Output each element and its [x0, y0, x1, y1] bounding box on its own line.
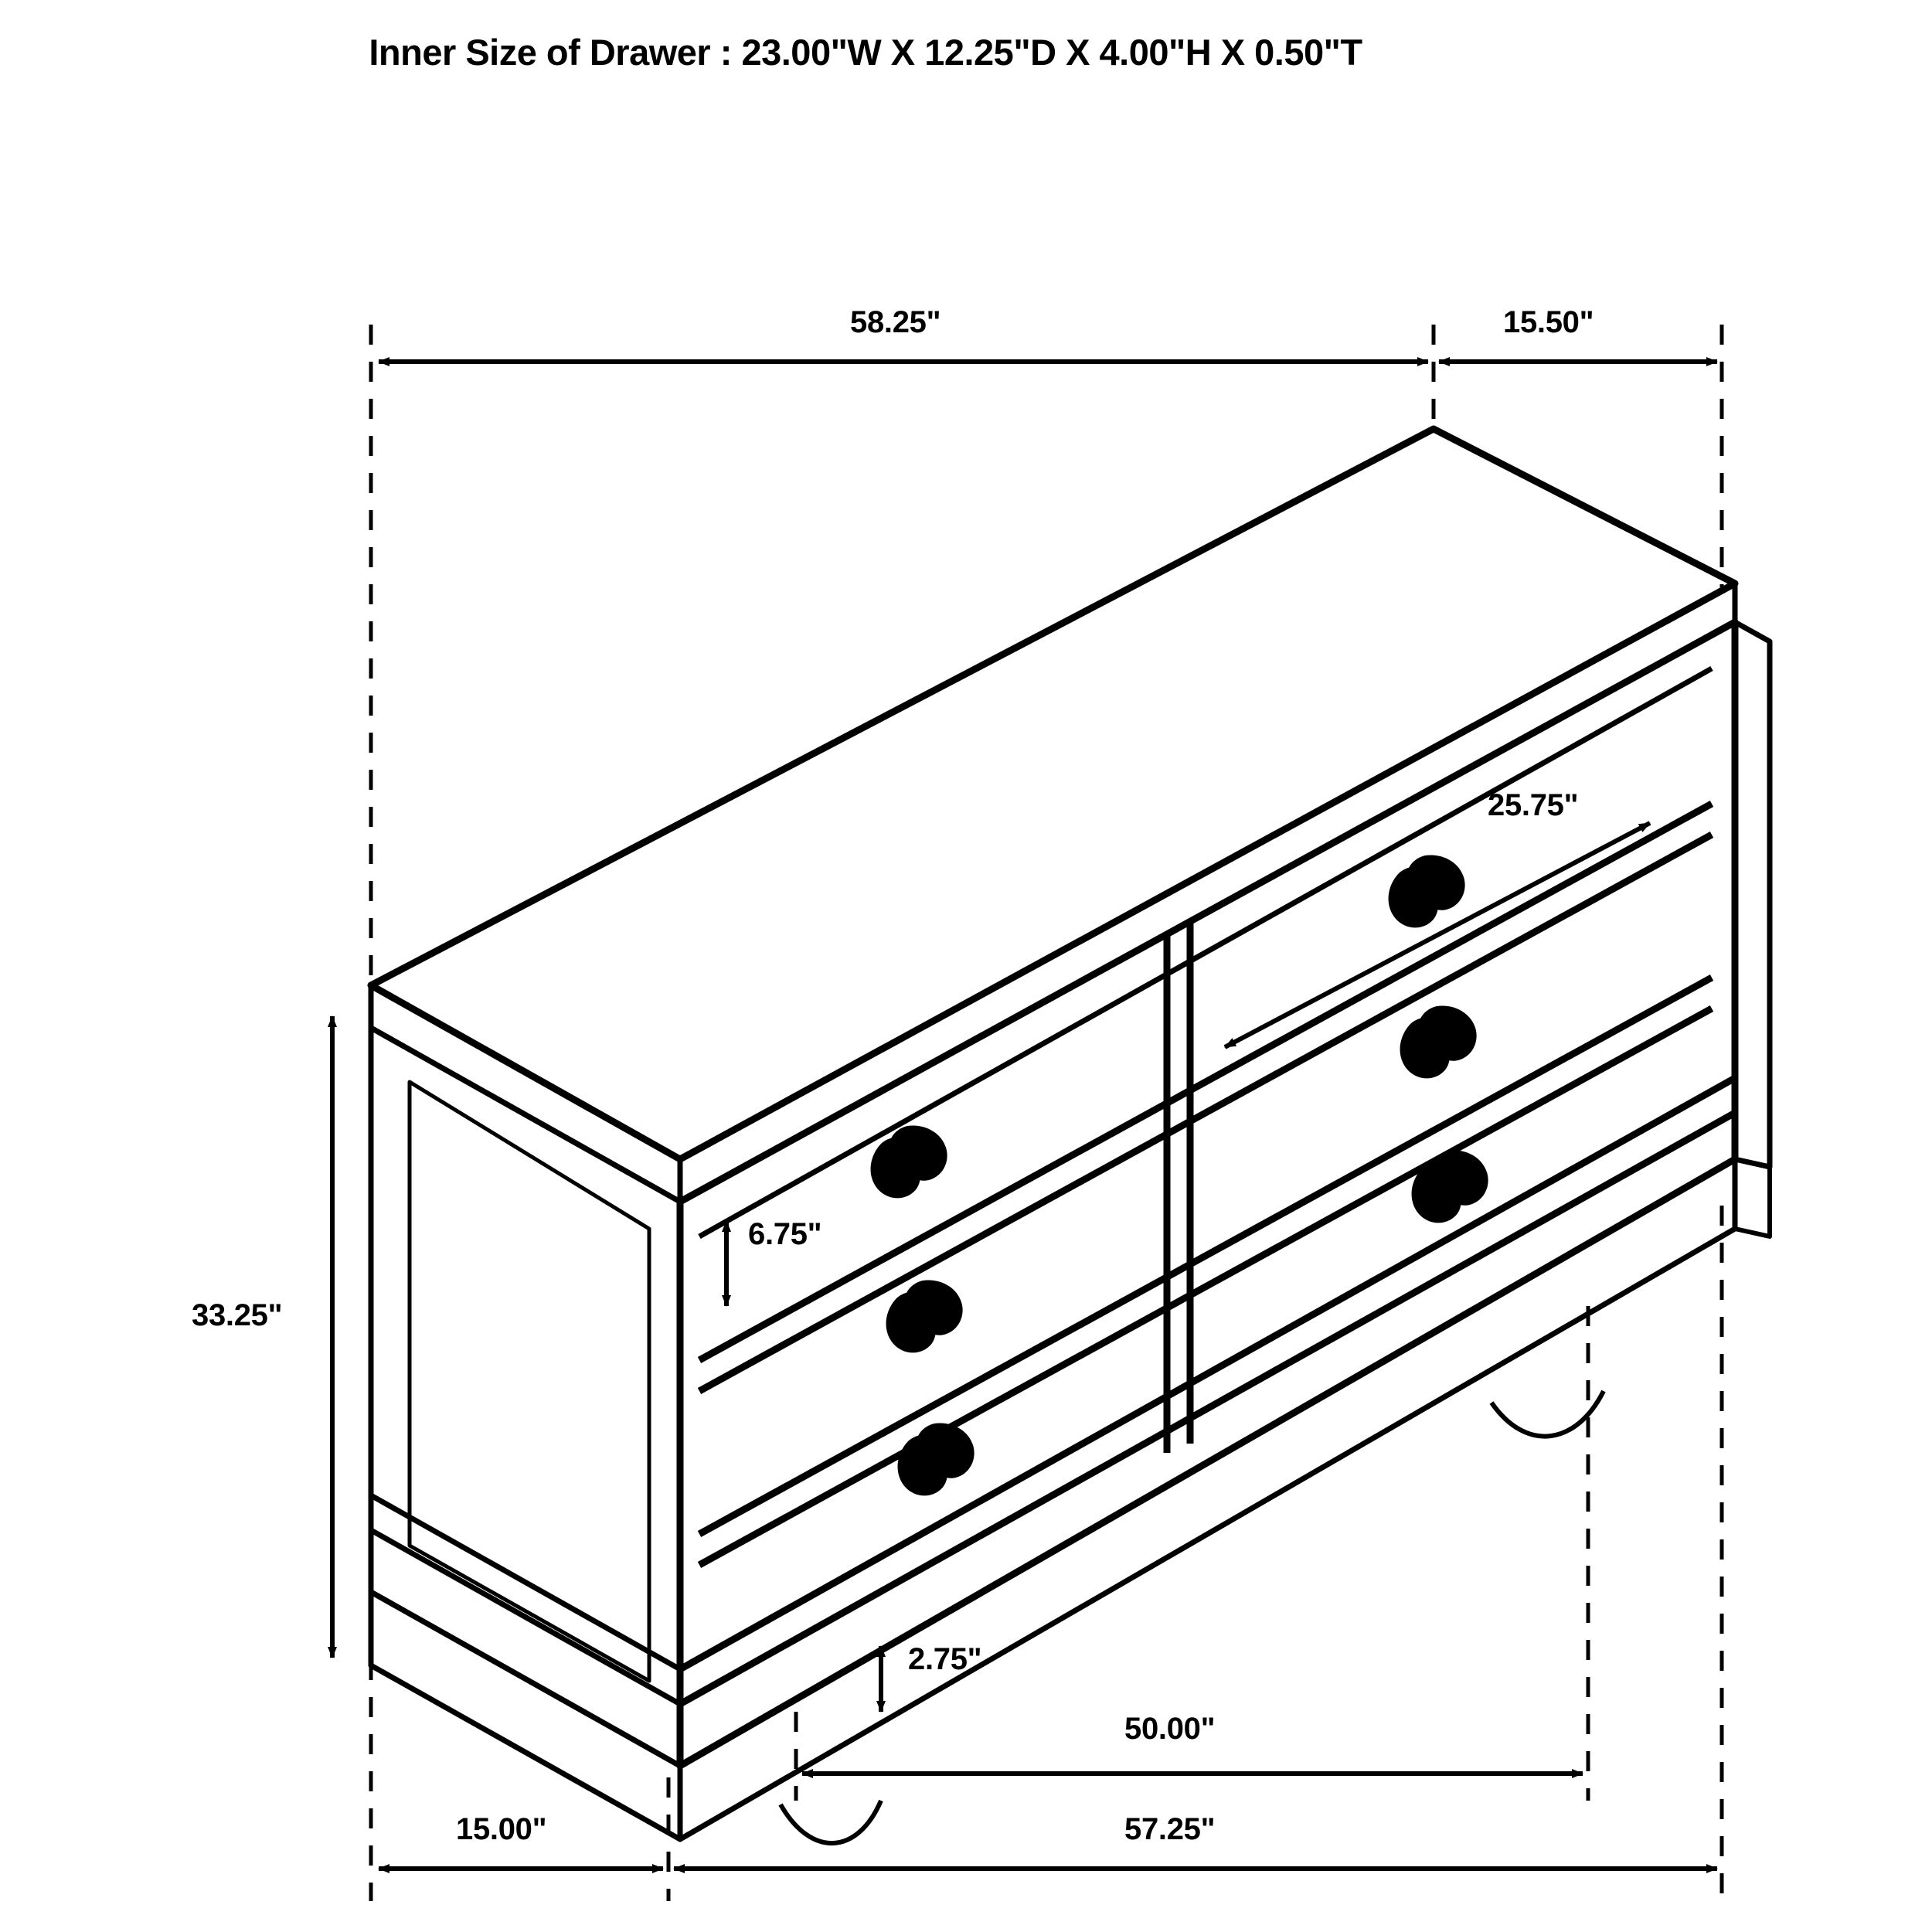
- dim-label-side-depth: 15.00": [456, 1812, 547, 1846]
- dim-label-overall-width: 57.25": [1124, 1812, 1216, 1846]
- drawer-pull: [857, 1114, 958, 1207]
- dim-label-overall-height: 33.25": [192, 1298, 283, 1332]
- dim-label-top-depth: 15.50": [1503, 305, 1594, 339]
- dim-label-inner-base-width: 50.00": [1124, 1712, 1216, 1746]
- drawer-pulls: [857, 843, 1499, 1505]
- page-title: Inner Size of Drawer : 23.00"W X 12.25"D X 4.00"H X 0.50"T: [369, 32, 1362, 73]
- drawer-pull: [872, 1268, 974, 1362]
- dim-label-diagonal-drawer: 25.75": [1488, 788, 1579, 822]
- dim-label-drawer-height: 6.75": [748, 1217, 822, 1251]
- dim-label-top-width: 58.25": [850, 305, 941, 339]
- dim-label-base-clearance: 2.75": [908, 1642, 982, 1676]
- dresser-body: [371, 429, 1770, 1843]
